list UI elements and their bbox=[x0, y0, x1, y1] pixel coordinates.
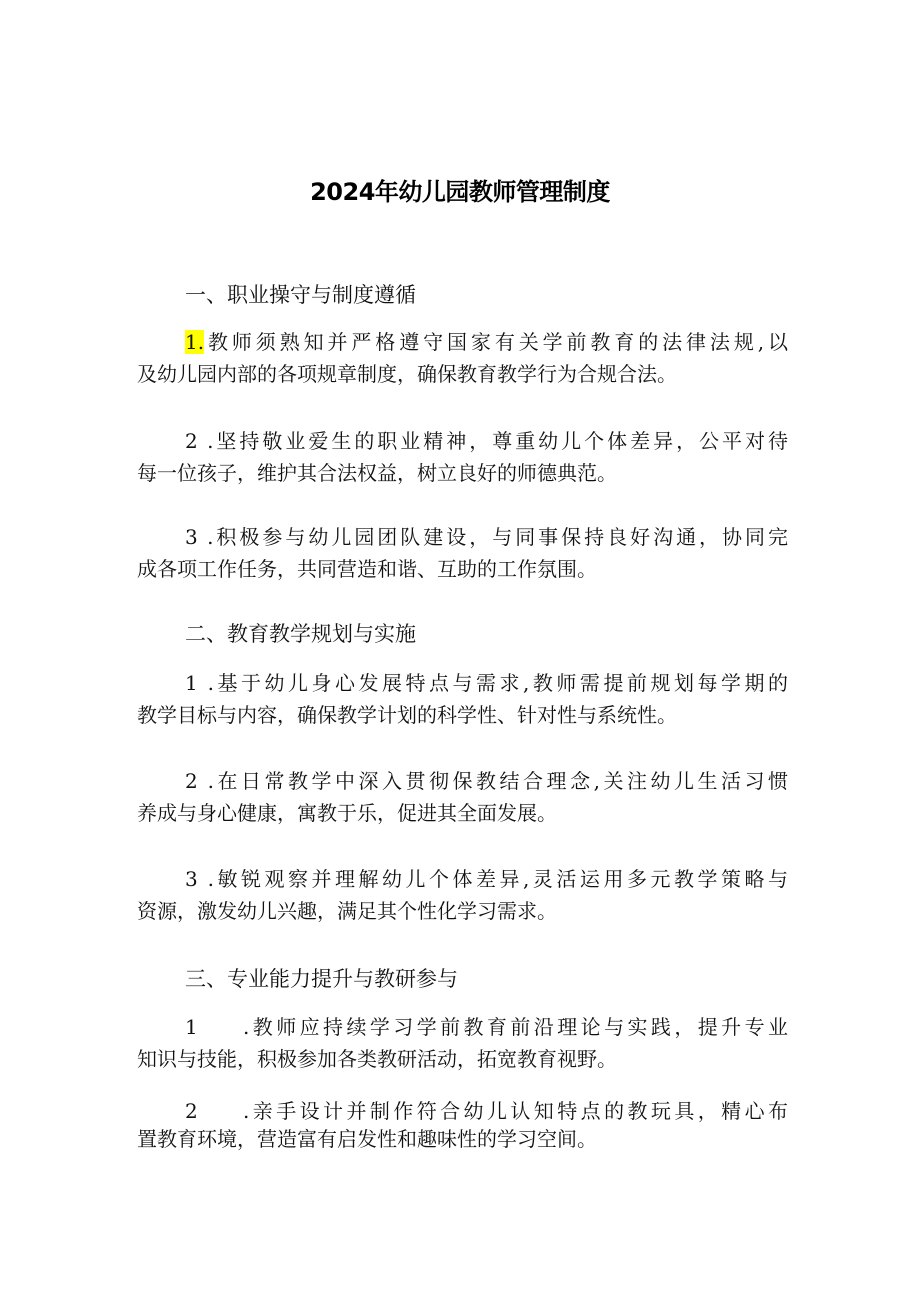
paragraph-text: 基于幼儿身心发展特点与需求,教师需提前规划每学期的 bbox=[213, 671, 788, 695]
paragraph-continuation-line: 成各项工作任务，共同营造和谐、互助的工作氛围。 bbox=[137, 557, 597, 581]
paragraph-continuation-line: 教学目标与内容，确保教学计划的科学性、针对性与系统性。 bbox=[137, 703, 677, 727]
paragraph-continuation-line: 置教育环境，营造富有启发性和趣味性的学习空间。 bbox=[137, 1127, 597, 1151]
paragraph-continuation-line: 及幼儿园内部的各项规章制度，确保教育教学行为合规合法。 bbox=[137, 362, 677, 386]
paragraph-continuation-line: 养成与身心健康，寓教于乐，促进其全面发展。 bbox=[137, 801, 557, 825]
paragraph-first-line bbox=[137, 425, 788, 457]
paragraph-continuation-line: 资源，激发幼儿兴趣，满足其个性化学习需求。 bbox=[137, 899, 557, 923]
paragraph bbox=[137, 1011, 788, 1075]
paragraph-first-line bbox=[137, 326, 788, 358]
item-number: 1 . bbox=[185, 671, 214, 695]
paragraph-text: 在日常教学中深入贯彻保教结合理念,关注幼儿生活习惯 bbox=[213, 769, 788, 793]
paragraph-first-line bbox=[137, 667, 788, 699]
section-heading: 三、专业能力提升与教研参与 bbox=[185, 967, 458, 991]
paragraph bbox=[137, 667, 788, 731]
paragraph bbox=[137, 425, 788, 489]
item-number: 3 . bbox=[185, 867, 214, 891]
paragraph-text: .亲手设计并制作符合幼儿认知特点的教玩具，精心布 bbox=[243, 1099, 788, 1123]
paragraph-text: 积极参与幼儿园团队建设，与同事保持良好沟通，协同完 bbox=[213, 525, 788, 549]
item-number-highlighted: 1. bbox=[185, 330, 205, 354]
paragraph-text: .教师应持续学习学前教育前沿理论与实践，提升专业 bbox=[243, 1015, 788, 1039]
paragraph-text: 坚持敬业爱生的职业精神，尊重幼儿个体差异，公平对待 bbox=[213, 429, 788, 453]
item-number: 2 . bbox=[185, 769, 214, 793]
paragraph bbox=[137, 1095, 788, 1155]
paragraph-continuation-line: 每一位孩子，维护其合法权益，树立良好的师德典范。 bbox=[137, 461, 617, 485]
paragraph-first-line bbox=[137, 863, 788, 895]
item-number: 3 . bbox=[185, 525, 214, 549]
paragraph-first-line bbox=[137, 521, 788, 553]
document-title: 2024年幼儿园教师管理制度 bbox=[310, 178, 610, 206]
paragraph-text: 教师须熟知并严格遵守国家有关学前教育的法律法规,以 bbox=[204, 330, 788, 354]
item-number: 1 bbox=[185, 1015, 198, 1039]
paragraph bbox=[137, 765, 788, 829]
paragraph-continuation-line: 知识与技能，积极参加各类教研活动，拓宽教育视野。 bbox=[137, 1047, 617, 1071]
paragraph bbox=[137, 521, 788, 585]
paragraph-first-line bbox=[137, 1011, 788, 1043]
paragraph bbox=[137, 326, 788, 390]
section-heading: 二、教育教学规划与实施 bbox=[185, 622, 416, 646]
paragraph bbox=[137, 863, 788, 927]
section-heading: 一、职业操守与制度遵循 bbox=[185, 283, 416, 307]
paragraph-first-line bbox=[137, 765, 788, 797]
item-number: 2 bbox=[185, 1099, 198, 1123]
item-number: 2 . bbox=[185, 429, 214, 453]
paragraph-text: 敏锐观察并理解幼儿个体差异,灵活运用多元教学策略与 bbox=[213, 867, 788, 891]
